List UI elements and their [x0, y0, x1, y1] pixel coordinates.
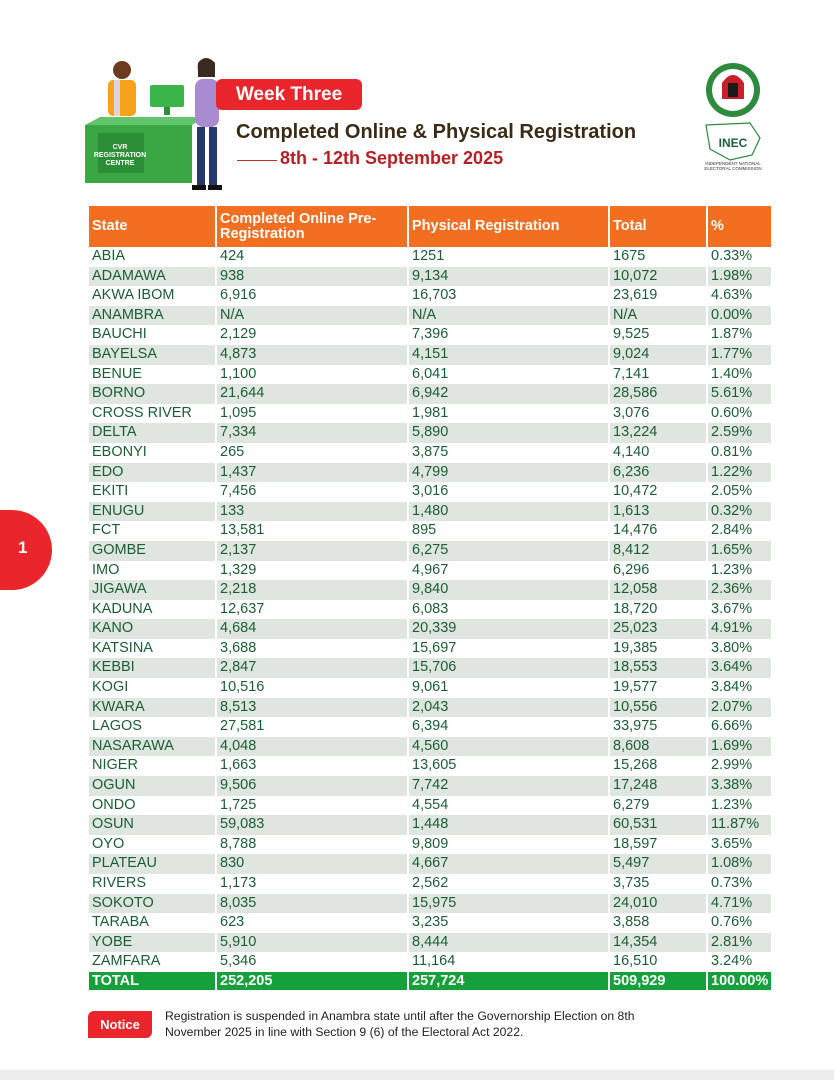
online-cell: 1,663 — [216, 756, 408, 776]
percent-cell: 6.66% — [707, 717, 771, 737]
table-row — [89, 894, 771, 914]
table-row — [89, 423, 771, 443]
online-cell: 13,581 — [216, 521, 408, 541]
percent-cell: 2.36% — [707, 580, 771, 600]
logo-subtext-line-2: ELECTORAL COMMISSION — [704, 166, 762, 171]
total-sum: 509,929 — [609, 972, 707, 990]
state-cell: ADAMAWA — [89, 267, 216, 287]
online-cell: 12,637 — [216, 600, 408, 620]
state-cell: ANAMBRA — [89, 306, 216, 326]
online-cell: 1,095 — [216, 404, 408, 424]
table-row — [89, 267, 771, 287]
state-cell: KATSINA — [89, 639, 216, 659]
registration-table — [89, 206, 771, 990]
percent-cell: 3.24% — [707, 952, 771, 972]
state-cell: PLATEAU — [89, 854, 216, 874]
column-header-online: Completed Online Pre-Registration — [216, 206, 408, 247]
table-row — [89, 737, 771, 757]
total-cell: 9,024 — [609, 345, 707, 365]
state-cell: CROSS RIVER — [89, 404, 216, 424]
physical-cell: 20,339 — [408, 619, 609, 639]
percent-cell: 2.59% — [707, 423, 771, 443]
percent-cell: 2.81% — [707, 933, 771, 953]
total-cell: 6,296 — [609, 561, 707, 581]
total-cell: 10,472 — [609, 482, 707, 502]
percent-cell: 0.33% — [707, 247, 771, 267]
state-cell: IMO — [89, 561, 216, 581]
physical-cell: 2,562 — [408, 874, 609, 894]
percent-cell: 11.87% — [707, 815, 771, 835]
desk-text-3: CENTRE — [105, 160, 135, 167]
physical-cell: 8,444 — [408, 933, 609, 953]
notice-label: Notice — [88, 1011, 152, 1038]
state-cell: ENUGU — [89, 502, 216, 522]
percent-cell: 1.40% — [707, 365, 771, 385]
total-cell: 60,531 — [609, 815, 707, 835]
notice-text: Registration is suspended in Anambra state until after the Governorship Election on 8th November 2025 in line with Section 9 (6) of the Electoral Act 2022. — [165, 1009, 635, 1039]
percent-cell: 1.22% — [707, 463, 771, 483]
percent-cell: 4.91% — [707, 619, 771, 639]
state-cell: EKITI — [89, 482, 216, 502]
state-cell: AKWA IBOM — [89, 286, 216, 306]
percent-cell: 3.80% — [707, 639, 771, 659]
table-row — [89, 717, 771, 737]
total-cell: 14,354 — [609, 933, 707, 953]
percent-cell: 0.73% — [707, 874, 771, 894]
table-row — [89, 384, 771, 404]
physical-cell: 15,975 — [408, 894, 609, 914]
physical-cell: 4,967 — [408, 561, 609, 581]
online-cell: 1,100 — [216, 365, 408, 385]
total-cell: 3,858 — [609, 913, 707, 933]
total-cell: 17,248 — [609, 776, 707, 796]
table-row — [89, 639, 771, 659]
table-row — [89, 482, 771, 502]
total-cell: 25,023 — [609, 619, 707, 639]
total-cell: 28,586 — [609, 384, 707, 404]
state-cell: OGUN — [89, 776, 216, 796]
online-cell: 1,173 — [216, 874, 408, 894]
online-cell: 21,644 — [216, 384, 408, 404]
physical-cell: 1,448 — [408, 815, 609, 835]
total-online: 252,205 — [216, 972, 408, 990]
table-header-row — [89, 206, 771, 247]
state-cell: BENUE — [89, 365, 216, 385]
physical-cell: 9,809 — [408, 835, 609, 855]
online-cell: 2,137 — [216, 541, 408, 561]
physical-cell: 9,840 — [408, 580, 609, 600]
physical-cell: N/A — [408, 306, 609, 326]
online-cell: 830 — [216, 854, 408, 874]
physical-cell: 4,560 — [408, 737, 609, 757]
total-cell: 10,072 — [609, 267, 707, 287]
table-row — [89, 698, 771, 718]
total-cell: 14,476 — [609, 521, 707, 541]
total-cell: 10,556 — [609, 698, 707, 718]
total-cell: N/A — [609, 306, 707, 326]
total-cell: 8,608 — [609, 737, 707, 757]
online-cell: 623 — [216, 913, 408, 933]
state-cell: BAUCHI — [89, 325, 216, 345]
table-row — [89, 365, 771, 385]
table-row — [89, 404, 771, 424]
physical-cell: 6,083 — [408, 600, 609, 620]
state-cell: FCT — [89, 521, 216, 541]
online-cell: 3,688 — [216, 639, 408, 659]
percent-cell: 1.87% — [707, 325, 771, 345]
state-cell: OSUN — [89, 815, 216, 835]
physical-cell: 4,667 — [408, 854, 609, 874]
table-row — [89, 325, 771, 345]
online-cell: 4,873 — [216, 345, 408, 365]
physical-cell: 895 — [408, 521, 609, 541]
table-row — [89, 600, 771, 620]
total-cell: 33,975 — [609, 717, 707, 737]
total-cell: 12,058 — [609, 580, 707, 600]
online-cell: 4,684 — [216, 619, 408, 639]
total-percent: 100.00% — [707, 972, 771, 990]
percent-cell: 2.07% — [707, 698, 771, 718]
physical-cell: 13,605 — [408, 756, 609, 776]
page-number: 1 — [18, 538, 28, 557]
physical-cell: 15,706 — [408, 658, 609, 678]
table-row — [89, 678, 771, 698]
table-row — [89, 874, 771, 894]
state-cell: KEBBI — [89, 658, 216, 678]
table-row — [89, 952, 771, 972]
physical-cell: 9,134 — [408, 267, 609, 287]
percent-cell: 1.65% — [707, 541, 771, 561]
state-cell: ZAMFARA — [89, 952, 216, 972]
online-cell: 1,437 — [216, 463, 408, 483]
state-cell: EBONYI — [89, 443, 216, 463]
physical-cell: 4,151 — [408, 345, 609, 365]
total-cell: 4,140 — [609, 443, 707, 463]
percent-cell: 3.67% — [707, 600, 771, 620]
state-cell: LAGOS — [89, 717, 216, 737]
online-cell: 2,847 — [216, 658, 408, 678]
physical-cell: 6,942 — [408, 384, 609, 404]
total-cell: 3,735 — [609, 874, 707, 894]
online-cell: 133 — [216, 502, 408, 522]
physical-cell: 4,554 — [408, 796, 609, 816]
online-cell: 265 — [216, 443, 408, 463]
physical-cell: 6,394 — [408, 717, 609, 737]
online-cell: 4,048 — [216, 737, 408, 757]
total-physical: 257,724 — [408, 972, 609, 990]
physical-cell: 16,703 — [408, 286, 609, 306]
percent-cell: 1.98% — [707, 267, 771, 287]
column-header-physical: Physical Registration — [408, 206, 609, 247]
logo-text: INEC — [718, 136, 748, 150]
physical-cell: 5,890 — [408, 423, 609, 443]
percent-cell: 2.99% — [707, 756, 771, 776]
date-line-decoration — [237, 160, 277, 161]
total-cell: 15,268 — [609, 756, 707, 776]
online-cell: 5,910 — [216, 933, 408, 953]
total-label: TOTAL — [89, 972, 216, 990]
table-row — [89, 247, 771, 267]
online-cell: 7,456 — [216, 482, 408, 502]
online-cell: 8,035 — [216, 894, 408, 914]
online-cell: 8,788 — [216, 835, 408, 855]
percent-cell: 1.77% — [707, 345, 771, 365]
physical-cell: 3,016 — [408, 482, 609, 502]
state-cell: JIGAWA — [89, 580, 216, 600]
physical-cell: 11,164 — [408, 952, 609, 972]
column-header-state: State — [89, 206, 216, 247]
table-row — [89, 541, 771, 561]
table-row — [89, 854, 771, 874]
total-cell: 19,577 — [609, 678, 707, 698]
physical-cell: 9,061 — [408, 678, 609, 698]
percent-cell: 3.65% — [707, 835, 771, 855]
state-cell: RIVERS — [89, 874, 216, 894]
percent-cell: 1.23% — [707, 796, 771, 816]
state-cell: DELTA — [89, 423, 216, 443]
total-cell: 8,412 — [609, 541, 707, 561]
state-cell: SOKOTO — [89, 894, 216, 914]
table-row — [89, 286, 771, 306]
table-row — [89, 658, 771, 678]
online-cell: 10,516 — [216, 678, 408, 698]
state-cell: BORNO — [89, 384, 216, 404]
total-cell: 6,279 — [609, 796, 707, 816]
online-cell: 7,334 — [216, 423, 408, 443]
total-cell: 16,510 — [609, 952, 707, 972]
physical-cell: 6,041 — [408, 365, 609, 385]
physical-cell: 3,235 — [408, 913, 609, 933]
table-row — [89, 776, 771, 796]
logo-subtext-line-1: INDEPENDENT NATIONAL — [705, 161, 761, 166]
table-row — [89, 443, 771, 463]
column-header-percent: % — [707, 206, 771, 247]
online-cell: 2,129 — [216, 325, 408, 345]
percent-cell: 3.38% — [707, 776, 771, 796]
week-badge: Week Three — [216, 79, 362, 110]
percent-cell: 3.64% — [707, 658, 771, 678]
online-cell: 1,725 — [216, 796, 408, 816]
total-cell: 3,076 — [609, 404, 707, 424]
total-cell: 1,613 — [609, 502, 707, 522]
date-range: 8th - 12th September 2025 — [280, 148, 504, 168]
physical-cell: 4,799 — [408, 463, 609, 483]
total-cell: 18,553 — [609, 658, 707, 678]
online-cell: 938 — [216, 267, 408, 287]
state-cell: ABIA — [89, 247, 216, 267]
total-cell: 13,224 — [609, 423, 707, 443]
physical-cell: 7,742 — [408, 776, 609, 796]
online-cell: 5,346 — [216, 952, 408, 972]
table-row — [89, 913, 771, 933]
desk-text-1: CVR — [112, 144, 128, 151]
state-cell: KWARA — [89, 698, 216, 718]
percent-cell: 4.71% — [707, 894, 771, 914]
logo-subtext — [695, 161, 771, 171]
percent-cell: 0.32% — [707, 502, 771, 522]
table-row — [89, 835, 771, 855]
online-cell: 9,506 — [216, 776, 408, 796]
percent-cell: 1.69% — [707, 737, 771, 757]
state-cell: YOBE — [89, 933, 216, 953]
state-cell: KANO — [89, 619, 216, 639]
total-cell: 23,619 — [609, 286, 707, 306]
total-cell: 18,597 — [609, 835, 707, 855]
table-row — [89, 463, 771, 483]
online-cell: 8,513 — [216, 698, 408, 718]
total-row — [89, 972, 771, 990]
table-row — [89, 306, 771, 326]
total-cell: 5,497 — [609, 854, 707, 874]
online-cell: 27,581 — [216, 717, 408, 737]
physical-cell: 2,043 — [408, 698, 609, 718]
physical-cell: 1251 — [408, 247, 609, 267]
percent-cell: 2.84% — [707, 521, 771, 541]
physical-cell: 15,697 — [408, 639, 609, 659]
percent-cell: 0.81% — [707, 443, 771, 463]
online-cell: 1,329 — [216, 561, 408, 581]
total-cell: 6,236 — [609, 463, 707, 483]
table-row — [89, 502, 771, 522]
percent-cell: 3.84% — [707, 678, 771, 698]
state-cell: EDO — [89, 463, 216, 483]
registration-centre-illustration — [80, 55, 230, 195]
physical-cell: 3,875 — [408, 443, 609, 463]
physical-cell: 6,275 — [408, 541, 609, 561]
table-row — [89, 580, 771, 600]
physical-cell: 1,480 — [408, 502, 609, 522]
table-row — [89, 796, 771, 816]
percent-cell: 1.23% — [707, 561, 771, 581]
online-cell: 6,916 — [216, 286, 408, 306]
table-row — [89, 345, 771, 365]
percent-cell: 0.00% — [707, 306, 771, 326]
total-cell: 9,525 — [609, 325, 707, 345]
page-title: Completed Online & Physical Registration — [236, 121, 637, 143]
state-cell: BAYELSA — [89, 345, 216, 365]
table-row — [89, 619, 771, 639]
bottom-strip — [0, 1070, 834, 1080]
state-cell: NIGER — [89, 756, 216, 776]
state-cell: ONDO — [89, 796, 216, 816]
percent-cell: 4.63% — [707, 286, 771, 306]
total-cell: 18,720 — [609, 600, 707, 620]
state-cell: KADUNA — [89, 600, 216, 620]
state-cell: GOMBE — [89, 541, 216, 561]
table-row — [89, 933, 771, 953]
state-cell: KOGI — [89, 678, 216, 698]
table-row — [89, 815, 771, 835]
total-cell: 7,141 — [609, 365, 707, 385]
column-header-total: Total — [609, 206, 707, 247]
online-cell: 2,218 — [216, 580, 408, 600]
state-cell: TARABA — [89, 913, 216, 933]
percent-cell: 0.76% — [707, 913, 771, 933]
online-cell: 59,083 — [216, 815, 408, 835]
total-cell: 24,010 — [609, 894, 707, 914]
physical-cell: 1,981 — [408, 404, 609, 424]
state-cell: NASARAWA — [89, 737, 216, 757]
percent-cell: 5.61% — [707, 384, 771, 404]
table-body — [89, 247, 771, 972]
online-cell: N/A — [216, 306, 408, 326]
total-cell: 19,385 — [609, 639, 707, 659]
physical-cell: 7,396 — [408, 325, 609, 345]
state-cell: OYO — [89, 835, 216, 855]
table-row — [89, 756, 771, 776]
percent-cell: 2.05% — [707, 482, 771, 502]
desk-text-2: REGISTRATION — [93, 152, 147, 159]
table-row — [89, 521, 771, 541]
percent-cell: 0.60% — [707, 404, 771, 424]
online-cell: 424 — [216, 247, 408, 267]
percent-cell: 1.08% — [707, 854, 771, 874]
total-cell: 1675 — [609, 247, 707, 267]
table-row — [89, 561, 771, 581]
